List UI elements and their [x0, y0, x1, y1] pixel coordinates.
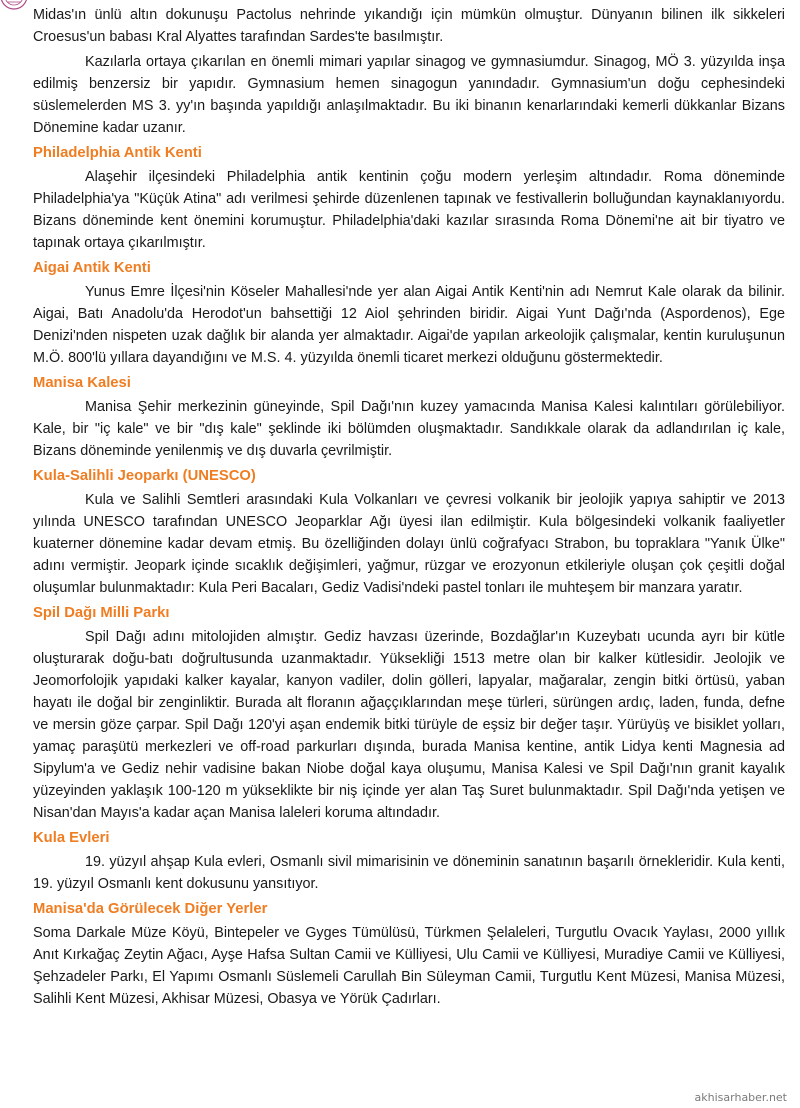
- section-philadelphia: [33, 142, 785, 254]
- paragraph: Kazılarla ortaya çıkarılan en önemli mimari yapılar sinagog ve gymnasiumdur. Sinagog, MÖ 3. yüzyılda inşa edilmiş benzersiz bir yapıdır. Gymnasium hemen sinagogun yanındadır. Gymnasium'un doğu cephesindeki süslemelerden MS 3. yy'ın başında yapıldığı anlaşılmaktadır. Bu iki binanın kenarlarındaki kemerli dükkanlar Bizans Dönemine kadar uzanır.: [33, 54, 785, 136]
- section-heading: Kula Evleri: [33, 830, 110, 846]
- section-kula-salihli-jeopark: [33, 465, 785, 599]
- section-heading: Manisa'da Görülecek Diğer Yerler: [33, 901, 268, 917]
- section-heading: Kula-Salihli Jeoparkı (UNESCO): [33, 468, 256, 484]
- section-heading: Philadelphia Antik Kenti: [33, 145, 202, 161]
- section-manisa-kalesi: [33, 372, 785, 462]
- paragraph: Spil Dağı adını mitolojiden almıştır. Gediz havzası üzerinde, Bozdağlar'ın Kuzeybatı ucunda ayrı bir kütle oluşturarak doğu-batı doğrultusunda uzanmaktadır. Yüksekliği 1513 metre olan bir kalker kütlesidir. Jeolojik ve Jeomorfolojik yapıdaki kalker kayalar, kanyon vadiler, dolin gölleri, lapyalar, mağaralar, zengin bitki örtüsü, yaban hayatı ile doğal bir zenginliktir. Burada alt floranın ağaççıklarından meşe türleri, sürüngen ardıç, laden, funda, defne ve mersin göze çarpar. Spil Dağı 120'yi aşan endemik bitki türüyle de eşsiz bir değer taşır. Yürüyüş ve bisiklet yolları, yamaç paraşütü merkezleri ve off-road parkurları dışında, burada Manisa kentine, antik Lidya kenti Magnesia ad Sipylum'a ve Gediz nehir vadisine bakan Niobe doğal kaya oluşumu, Manisa Kalesi ve Spil Dağı'nın granit kayalık yüzeyinden yaklaşık 100-120 m yükseklikte bir niş içinde yer alan Taş Suret bulunmaktadır. Spil Dağı'nda yetişen ve Nisan'dan Mayıs'a kadar açan Manisa laleleri koruma altındadır.: [33, 629, 785, 821]
- document-body: [33, 4, 785, 1013]
- paragraph: Kula ve Salihli Semtleri arasındaki Kula Volkanları ve çevresi volkanik bir jeolojik yapıya sahiptir ve 2013 yılında UNESCO tarafından UNESCO Jeoparklar Ağı üyesi ilan edilmiştir. Kula bölgesindeki volkanik faaliyetler kuaterner dönemine kadar devam etmiş. Bu özelliğinden dolayı ünlü coğrafyacı Strabon, bu topraklara "Yanık Ülke" adını vermiştir. Jeopark içinde sıcaklık değişimleri, yağmur, rüzgar ve erozyonun etkileriyle oluşan çok çeşitli doğal oluşumlar bulunmaktadır: Kula Peri Bacaları, Gediz Vadisi'ndeki pastel tonları ile muhteşem bir manzara yaratır.: [33, 492, 785, 596]
- section-kula-evleri: [33, 827, 785, 895]
- paragraph: Manisa Şehir merkezinin güneyinde, Spil Dağı'nın kuzey yamacında Manisa Kalesi kalıntıları görülebiliyor. Kale, bir "iç kale" ve bir "dış kale" şeklinde iki bölümden oluşmaktadır. Sandıkkale olarak da adlandırılan iç kale, Bizans döneminde yenilenmiş ve dış duvarla çevrilmiştir.: [33, 399, 785, 459]
- watermark: akhisarhaber.net: [692, 1091, 790, 1104]
- section-heading: Spil Dağı Milli Parkı: [33, 605, 170, 621]
- paragraph: 19. yüzyıl ahşap Kula evleri, Osmanlı sivil mimarisinin ve döneminin sanatının başarılı örnekleridir. Kula kenti, 19. yüzyıl Osmanlı kent dokusunu yansıtıyor.: [33, 854, 785, 892]
- section-intro: [33, 4, 785, 139]
- paragraph: Soma Darkale Müze Köyü, Bintepeler ve Gyges Tümülüsü, Türkmen Şelaleleri, Turgutlu Ovacık Yaylası, 2000 yıllık Anıt Kırkağaç Zeytin Ağacı, Ayşe Hafsa Sultan Camii ve Külliyesi, Ulu Camii ve Külliyesi, Muradiye Camii ve Külliyesi, Şehzadeler Parkı, El Yapımı Osmanlı Süslemeli Carullah Bin Süleyman Camii, Turgutlu Kent Müzesi, Manisa Müzesi, Salihli Kent Müzesi, Akhisar Müzesi, Obasya ve Yörük Çadırları.: [33, 925, 785, 1007]
- section-diger-yerler: [33, 898, 785, 1010]
- paragraph: Alaşehir ilçesindeki Philadelphia antik kentinin çoğu modern yerleşim altındadır. Roma döneminde Philadelphia'ya "Küçük Atina" adı verilmesi şehirde düzenlenen tapınak ve festivallerin bolluğundan kaynaklanıyordu. Bizans döneminde kent önemini korumuştur. Philadelphia'daki kazılar sırasında Roma Dönemi'ne ait bir tiyatro ve tapınak ortaya çıkarılmıştır.: [33, 169, 785, 251]
- paragraph: Midas'ın ünlü altın dokunuşu Pactolus nehrinde yıkandığı için mümkün olmuştur. Dünyanın bilinen ilk sikkeleri Croesus'un babası Kral Alyattes tarafından Sardes'te basılmıştır.: [33, 7, 785, 45]
- section-heading: Manisa Kalesi: [33, 375, 131, 391]
- section-spil-dagi: [33, 602, 785, 824]
- paragraph: Yunus Emre İlçesi'nin Köseler Mahallesi'nde yer alan Aigai Antik Kenti'nin adı Nemrut Kale olarak da bilinir. Aigai, Batı Anadolu'da Herodot'un bahsettiği 12 Aiol şehrinden biridir. Aigai Yunt Dağı'nda (Aspordenos), Ege Denizi'nden nispeten uzak dağlık bir alanda yer almaktadır. Aigai'de yapılan arkeolojik çalışmalar, kentin kuruluşunun M.Ö. 800'lü yıllara dayandığını ve M.S. 4. yüzyılda önemli ticaret merkezi olduğunu göstermektedir.: [33, 284, 785, 366]
- section-heading: Aigai Antik Kenti: [33, 260, 151, 276]
- section-aigai: [33, 257, 785, 369]
